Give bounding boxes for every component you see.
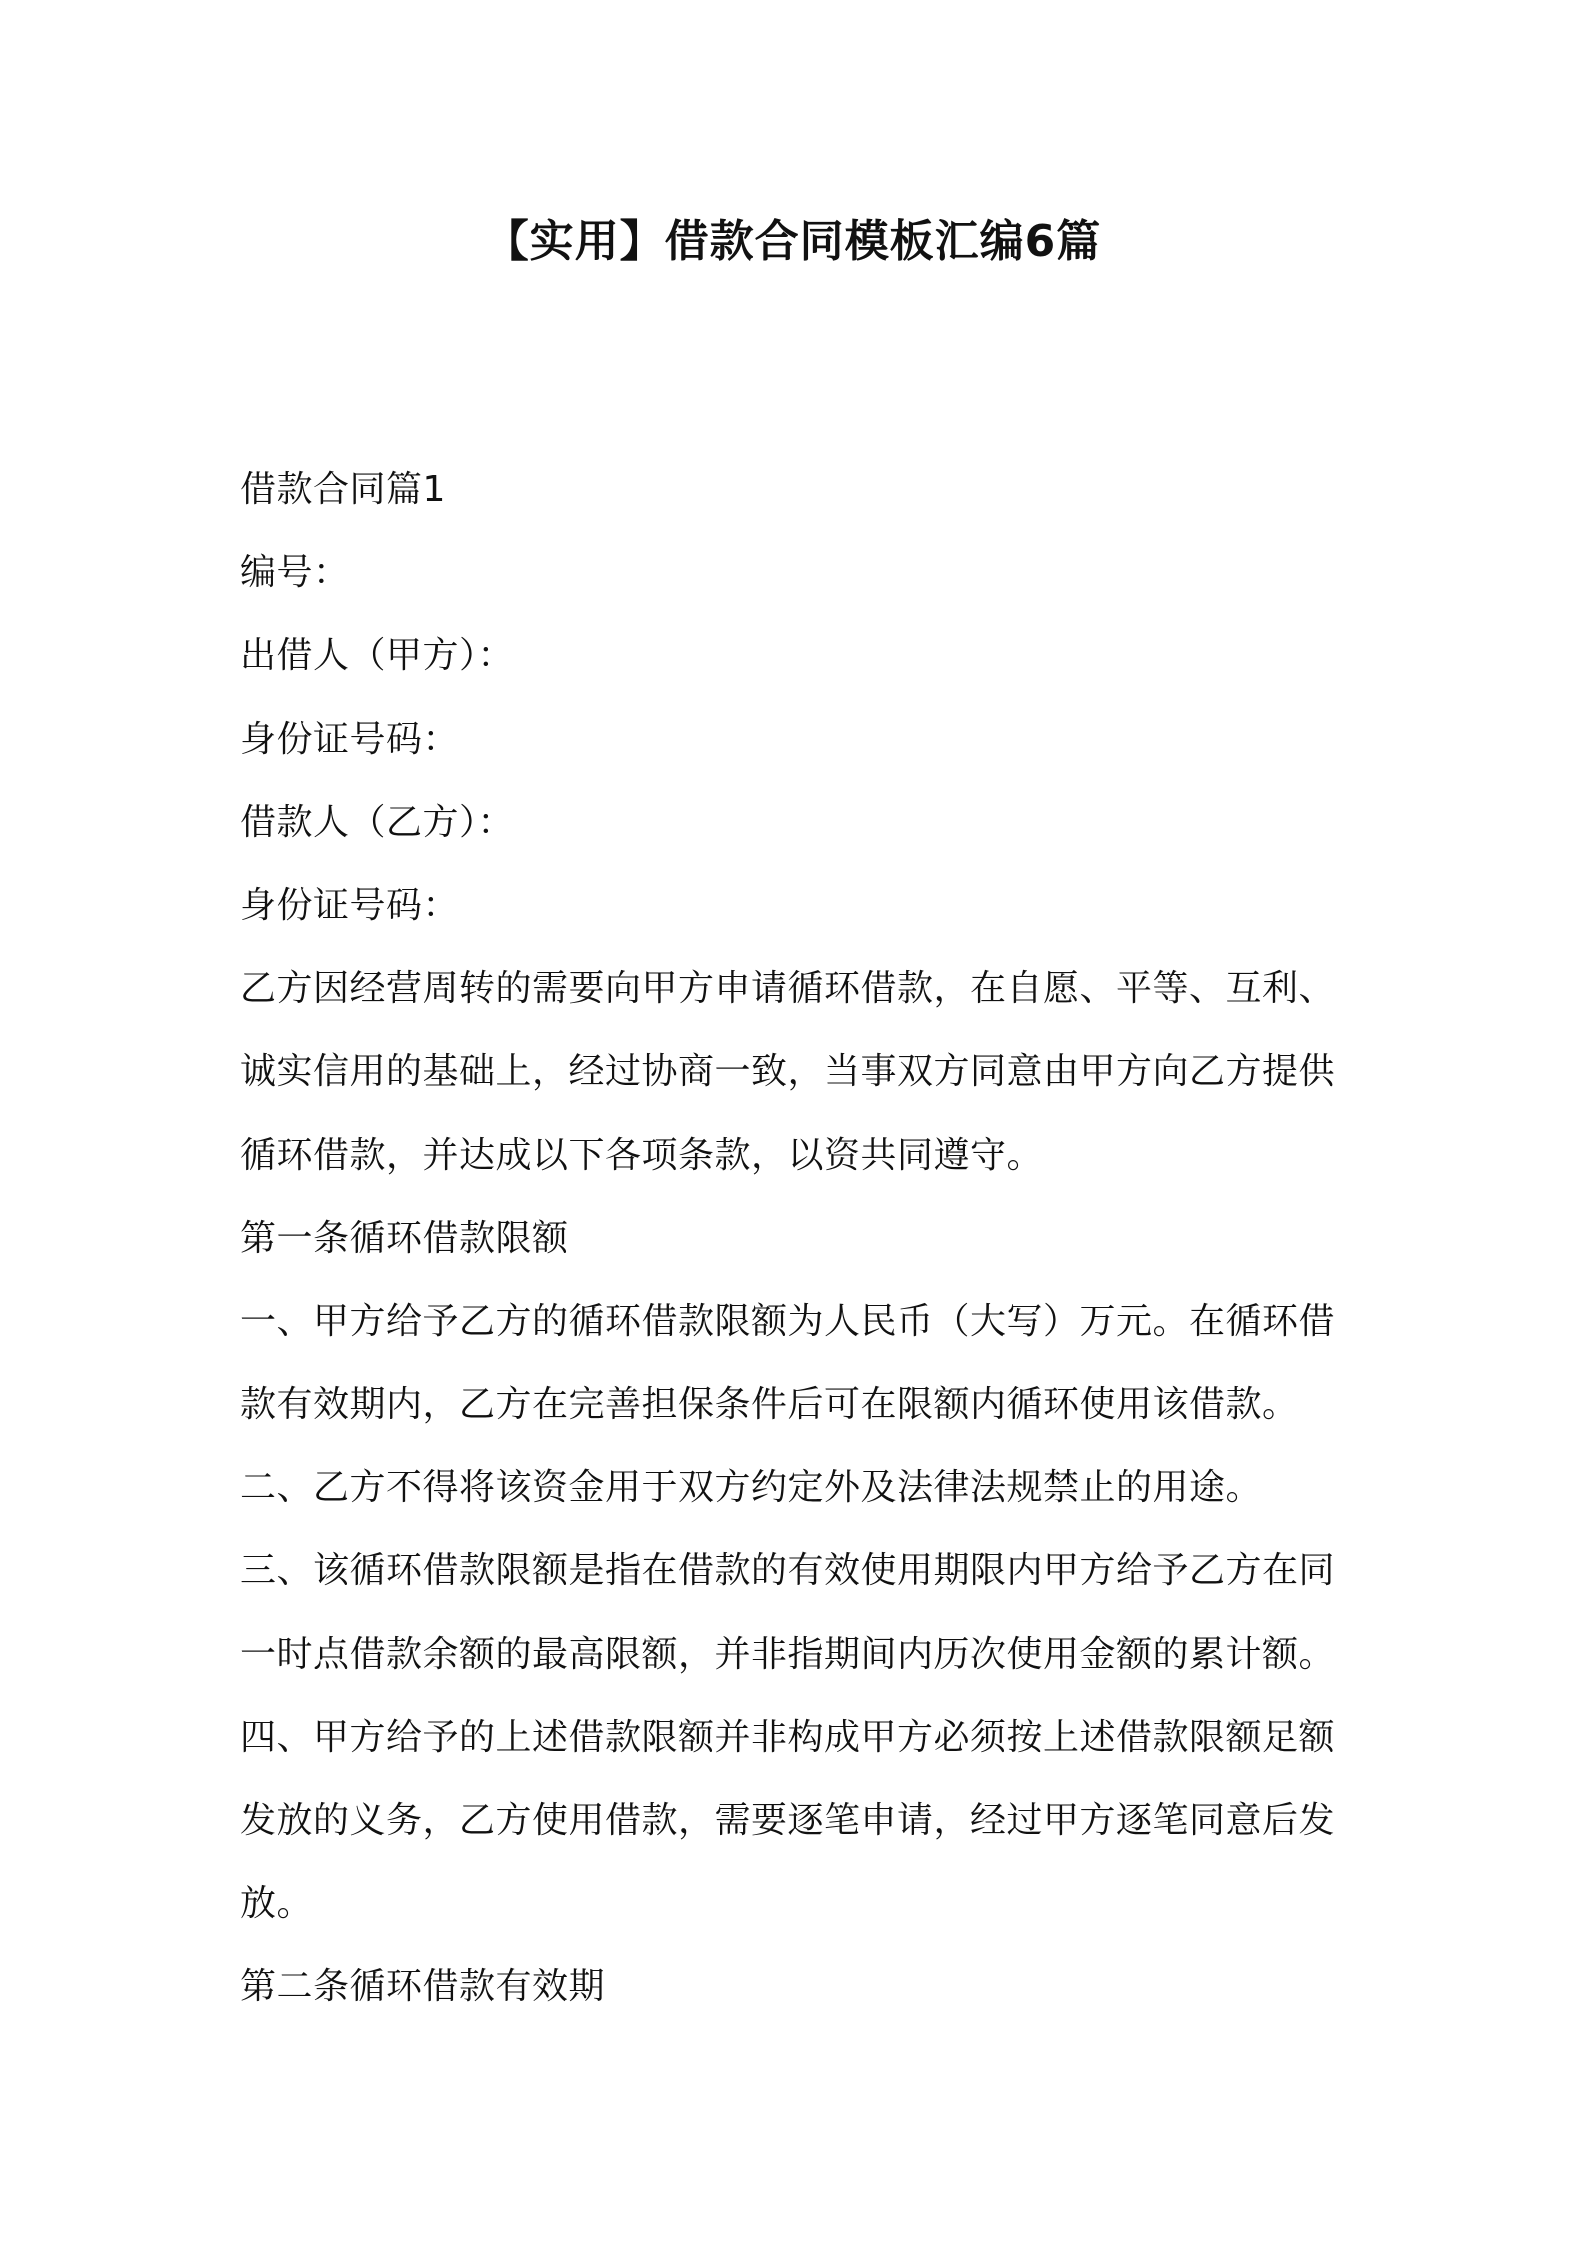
field-lender-label: 出借人（甲方）： [240,635,515,677]
article-2-heading: 第二条循环借款有效期 [240,1966,606,2008]
article-1-clause-4-line-1: 四、甲方给予的上述借款限额并非构成甲方必须按上述借款限额足额 [240,1716,1336,1758]
preamble-line-3: 循环借款，并达成以下各项条款，以资共同遵守。 [240,1134,1044,1176]
section-heading-contract-1: 借款合同篇1 [240,469,446,510]
article-1-clause-4-line-3: 放。 [240,1883,314,1925]
article-1-clause-3-line-2: 一时点借款余额的最高限额，并非指期间内历次使用金额的累计额。 [240,1633,1336,1675]
article-1-heading: 第一条循环借款限额 [240,1217,569,1259]
preamble-line-2: 诚实信用的基础上，经过协商一致，当事双方同意由甲方向乙方提供 [240,1051,1336,1093]
field-lender-id-label: 身份证号码： [240,718,460,760]
document-title: 【实用】借款合同模板汇编6篇 [484,216,1102,267]
article-1-clause-4-line-2: 发放的义务，乙方使用借款，需要逐笔申请，经过甲方逐笔同意后发 [240,1800,1336,1841]
article-1-clause-3-line-1: 三、该循环借款限额是指在借款的有效使用期限内甲方给予乙方在同 [240,1550,1336,1592]
article-1-clause-1-line-2: 款有效期内，乙方在完善担保条件后可在限额内循环使用该借款。 [240,1384,1299,1426]
field-borrower-label: 借款人（乙方）： [240,801,515,843]
document-body [240,448,1358,2029]
field-number-label: 编号： [240,552,350,594]
article-1-clause-2: 二、乙方不得将该资金用于双方约定外及法律法规禁止的用途。 [240,1467,1263,1509]
field-borrower-id-label: 身份证号码： [240,884,460,926]
article-1-clause-1-line-1: 一、甲方给予乙方的循环借款限额为人民币（大写）万元。在循环借 [240,1300,1336,1342]
preamble-line-1: 乙方因经营周转的需要向甲方申请循环借款，在自愿、平等、互利、 [240,968,1336,1010]
